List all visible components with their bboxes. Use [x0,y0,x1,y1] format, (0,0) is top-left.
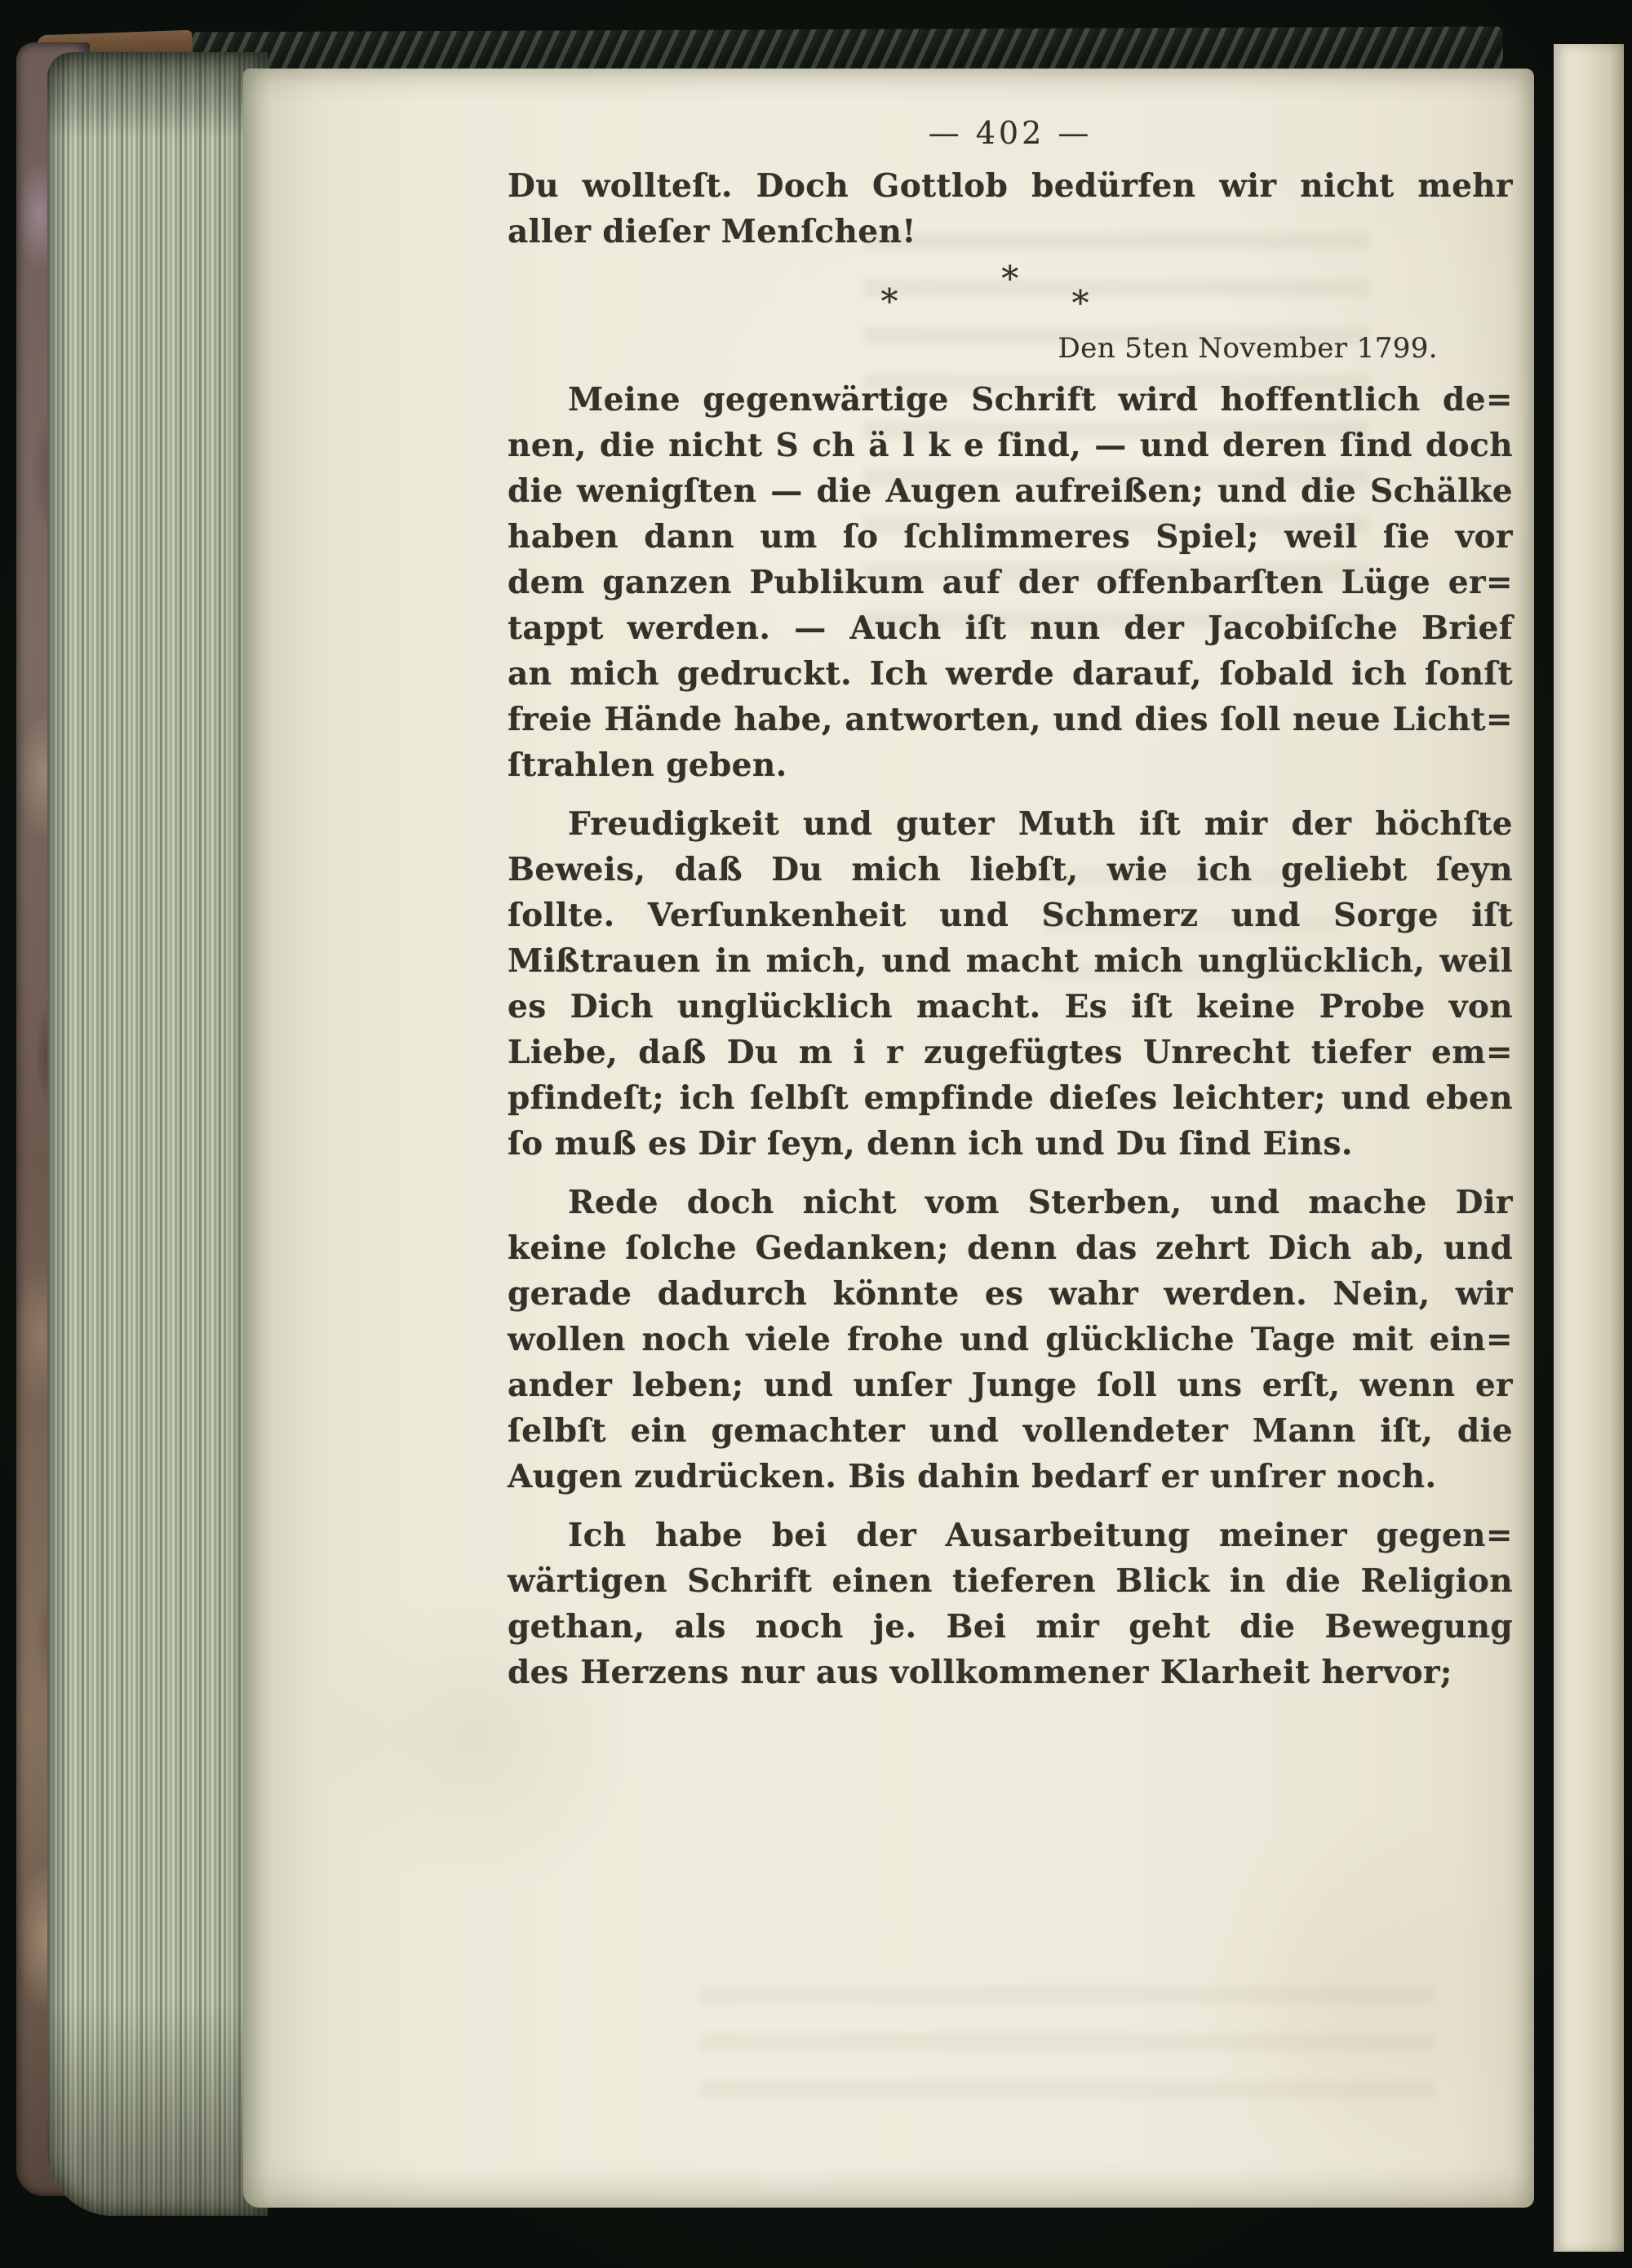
text-line: ander leben; und unſer Junge ſoll uns erſt, wenn er [508,1367,1513,1404]
text-line: an mich gedruckt. Ich werde darauf, ſobald ich ſonſt [508,655,1513,693]
text-line: Rede doch nicht vom Sterben, und mache Dir [568,1184,1513,1221]
paragraph [508,801,1513,1167]
text-line: nen, die nicht S ch ä l k e ſind, — und deren ſind doch [508,427,1513,464]
text-line: ſelbſt ein gemachter und vollendeter Mann iſt, die [508,1412,1513,1450]
text-line: Beweis, daß Du mich liebſt, wie ich geliebt ſeyn [508,851,1513,888]
text-line: Mißtrauen in mich, und macht mich unglücklich, weil [508,942,1513,980]
text-line: gerade dadurch könnte es wahr werden. Nein, wir [508,1275,1513,1313]
text-line: tappt werden. — Auch iſt nun der Jacobiſche Brief [508,609,1513,647]
text-line: haben dann um ſo ſchlimmeres Spiel; weil ſie vor [508,518,1513,556]
paragraph [508,1180,1513,1499]
asterisk-icon: * [880,281,898,321]
text-line: Ich habe bei der Ausarbeitung meiner gegen= [568,1517,1513,1554]
paragraph [508,1513,1513,1695]
ink-bleed-through [1043,852,1337,1015]
text-line: keine ſolche Gedanken; denn das zehrt Dich ab, und [508,1229,1513,1267]
text-line: des Herzens nur aus vollkommener Klarheit hervor; [508,1654,1452,1691]
text-line: aller dieſer Menſchen! [508,213,916,250]
text-line: freie Hände habe, antworten, und dies ſoll neue Licht= [508,701,1513,738]
text-line: die wenigſten — die Augen aufreißen; und die Schälke [508,472,1513,510]
text-line: wärtigen Schrift einen tieferen Blick in die Religion [508,1562,1513,1600]
ink-bleed-through [700,1969,1435,2116]
text-line: es Dich unglücklich macht. Es iſt keine Probe von [508,988,1513,1025]
right-page-sliver [1554,44,1624,2252]
text-line: Freudigkeit und guter Muth iſt mir der höchſte [568,805,1513,843]
text-line: pfindeſt; ich ſelbſt empfinde dieſes leichter; und eben [508,1079,1513,1117]
page-edge-stack [47,52,268,2216]
asterisk-icon: * [1071,283,1089,323]
left-page [243,69,1534,2208]
text-line: dem ganzen Publikum auf der offenbarſten Lüge er= [508,564,1513,601]
text-line: Augen zudrücken. Bis dahin bedarf er unſrer noch. [508,1458,1437,1495]
asterisk-icon: * [1001,259,1019,299]
text-line: wollen noch viele frohe und glückliche Tage mit ein= [508,1321,1513,1358]
date-line: Den 5ten November 1799. [1058,332,1438,365]
text-line: Liebe, daß Du m i r zugefügtes Unrecht tiefer em= [508,1034,1513,1071]
page-number: — 402 — [928,115,1093,151]
ink-bleed-through [863,215,1369,640]
text-line: ſo muß es Dir ſeyn, denn ich und Du ſind Eins. [508,1125,1353,1163]
text-line: gethan, als noch je. Bei mir geht die Bewegung [508,1608,1513,1646]
text-line: Du wollteſt. Doch Gottlob bedürfen wir nicht mehr [508,167,1513,205]
text-line: ſtrahlen geben. [508,746,787,784]
text-line: Meine gegenwärtige Schrift wird hoffentlich de= [568,381,1513,419]
text-line: ſollte. Verſunkenheit und Schmerz und Sorge iſt [508,897,1513,934]
